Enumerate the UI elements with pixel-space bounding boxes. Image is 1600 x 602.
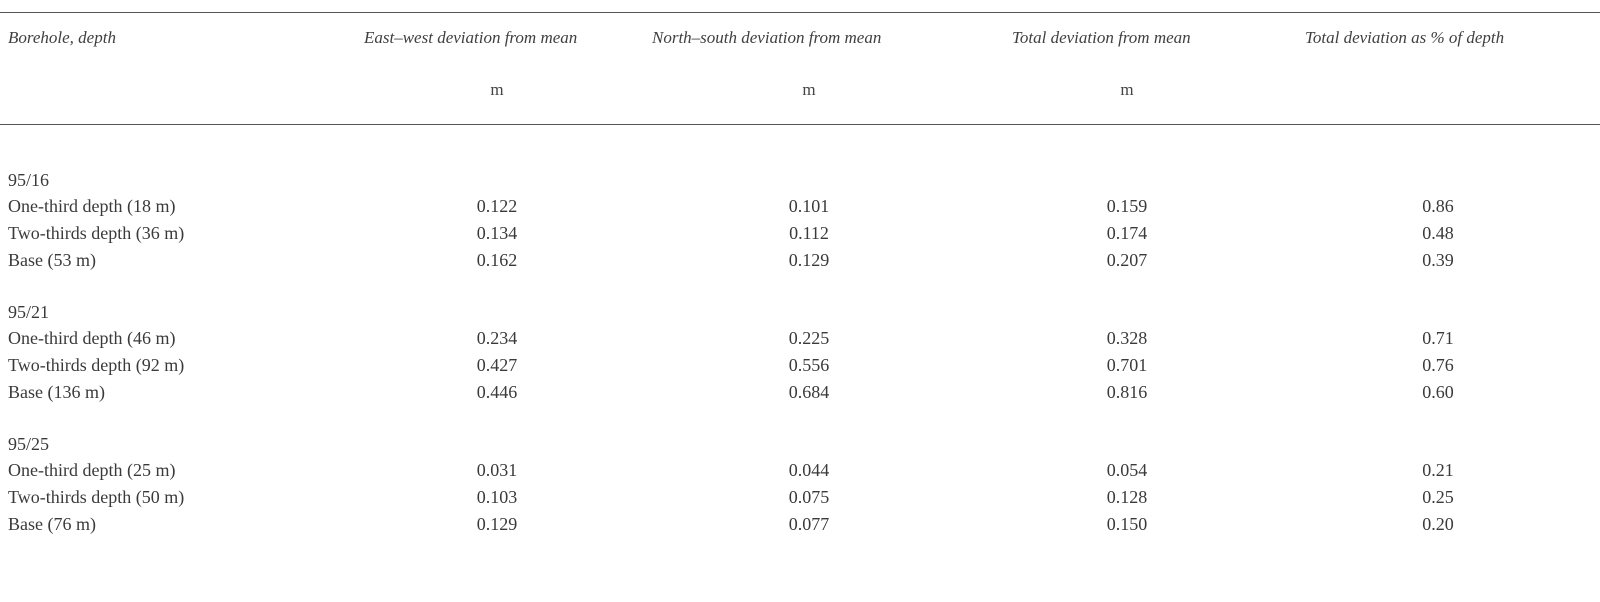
top-rule <box>0 12 1600 13</box>
table-row <box>0 355 1600 381</box>
table-row <box>0 223 1600 249</box>
north-south-value: 0.225 <box>788 328 830 348</box>
total-deviation-value: 0.207 <box>1106 250 1148 270</box>
total-deviation-value: 0.054 <box>1106 460 1148 480</box>
east-west-value: 0.103 <box>476 487 518 507</box>
row-label: Base (76 m) <box>8 514 96 534</box>
group-label-95-16: 95/16 <box>8 170 50 190</box>
header-north-south: North–south deviation from mean <box>652 28 882 47</box>
percent-depth-value: 0.48 <box>1422 223 1454 243</box>
header-total-deviation: Total deviation from mean <box>1012 28 1191 47</box>
unit-east-west: m <box>490 80 504 99</box>
total-deviation-value: 0.174 <box>1106 223 1148 243</box>
row-label: One-third depth (46 m) <box>8 328 176 348</box>
group-label-95-25: 95/25 <box>8 434 50 454</box>
total-deviation-value: 0.701 <box>1106 355 1148 375</box>
percent-depth-value: 0.21 <box>1422 460 1454 480</box>
row-label: One-third depth (18 m) <box>8 196 176 216</box>
north-south-value: 0.101 <box>788 196 830 216</box>
header-east-west: East–west deviation from mean <box>364 28 578 47</box>
percent-depth-value: 0.71 <box>1422 328 1454 348</box>
percent-depth-value: 0.60 <box>1422 382 1454 402</box>
north-south-value: 0.077 <box>788 514 830 534</box>
unit-total-deviation: m <box>1120 80 1134 99</box>
row-label: Base (136 m) <box>8 382 105 402</box>
north-south-value: 0.129 <box>788 250 830 270</box>
row-label: One-third depth (25 m) <box>8 460 176 480</box>
unit-north-south: m <box>802 80 816 99</box>
total-deviation-value: 0.159 <box>1106 196 1148 216</box>
east-west-value: 0.031 <box>476 460 518 480</box>
east-west-value: 0.162 <box>476 250 518 270</box>
percent-depth-value: 0.25 <box>1422 487 1454 507</box>
east-west-value: 0.122 <box>476 196 518 216</box>
header-total-deviation-percent: Total deviation as % of depth <box>1305 28 1505 47</box>
row-label: Two-thirds depth (92 m) <box>8 355 185 375</box>
north-south-value: 0.684 <box>788 382 830 402</box>
table-row <box>0 514 1600 540</box>
group-label-95-21: 95/21 <box>8 302 50 322</box>
row-label: Two-thirds depth (36 m) <box>8 223 185 243</box>
row-label: Base (53 m) <box>8 250 96 270</box>
percent-depth-value: 0.39 <box>1422 250 1454 270</box>
table-row <box>0 328 1600 354</box>
east-west-value: 0.446 <box>476 382 518 402</box>
total-deviation-value: 0.816 <box>1106 382 1148 402</box>
row-label: Two-thirds depth (50 m) <box>8 487 185 507</box>
total-deviation-value: 0.128 <box>1106 487 1148 507</box>
north-south-value: 0.044 <box>788 460 830 480</box>
percent-depth-value: 0.20 <box>1422 514 1454 534</box>
east-west-value: 0.234 <box>476 328 518 348</box>
table-row <box>0 382 1600 408</box>
east-west-value: 0.427 <box>476 355 518 375</box>
east-west-value: 0.129 <box>476 514 518 534</box>
table-row <box>0 196 1600 222</box>
header-borehole-depth: Borehole, depth <box>8 28 116 47</box>
header-rule <box>0 124 1600 125</box>
percent-depth-value: 0.86 <box>1422 196 1454 216</box>
north-south-value: 0.075 <box>788 487 830 507</box>
table-row <box>0 250 1600 276</box>
total-deviation-value: 0.328 <box>1106 328 1148 348</box>
total-deviation-value: 0.150 <box>1106 514 1148 534</box>
table-row <box>0 460 1600 486</box>
east-west-value: 0.134 <box>476 223 518 243</box>
percent-depth-value: 0.76 <box>1422 355 1454 375</box>
table-row <box>0 487 1600 513</box>
north-south-value: 0.556 <box>788 355 830 375</box>
north-south-value: 0.112 <box>789 223 829 243</box>
